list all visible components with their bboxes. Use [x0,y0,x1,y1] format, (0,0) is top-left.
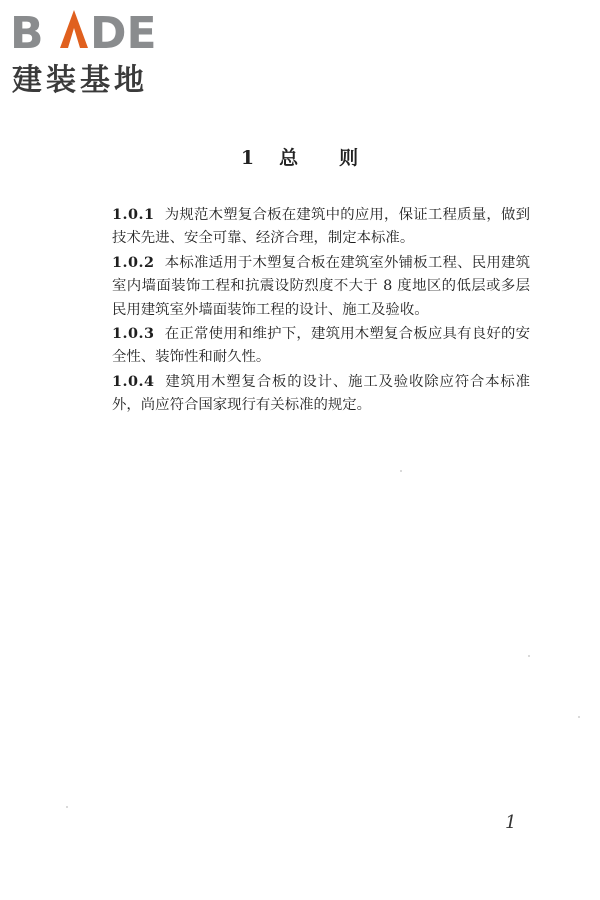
svg-text:DE: DE [90,8,157,59]
clause-text: 建筑用木塑复合板的设计、施工及验收除应符合本标准外，尚应符合国家现行有关标准的规定。 [112,373,530,414]
clause-number: 1.0.4 [112,372,155,390]
clause-1-0-3 [112,322,530,370]
clause-number: 1.0.2 [112,253,155,271]
clause-number: 1.0.3 [112,325,155,343]
chapter-heading [0,143,600,170]
chapter-title-part2: 则 [339,147,360,169]
clause-list [112,203,530,418]
scan-speck [578,716,580,718]
chapter-number: 1 [240,147,256,169]
clause-1-0-1 [112,203,530,251]
clause-number: 1.0.1 [112,206,155,223]
scan-speck [66,806,68,808]
page-number: 1 [505,812,517,833]
bade-logo [8,6,178,96]
logo-graphic [8,6,178,96]
logo-a-mark [60,10,88,48]
scan-speck [528,655,530,657]
svg-text:建装基地: 建装基地 [12,63,148,96]
svg-text:B: B [10,8,44,59]
clause-text: 为规范木塑复合板在建筑中的应用，保证工程质量，做到技术先进、安全可靠、经济合理，制定本标准。 [112,207,530,247]
clause-text: 在正常使用和维护下，建筑用木塑复合板应具有良好的安全性、装饰性和耐久性。 [112,326,530,366]
clause-1-0-4 [112,370,530,418]
clause-text: 本标准适用于木塑复合板在建筑室外铺板工程、民用建筑室内墙面装饰工程和抗震设防烈度不大于 8 度地区的低层或多层民用建筑室外墙面装饰工程的设计、施工及验收。 [112,254,530,318]
chapter-title-part1: 总 [279,147,300,169]
scan-speck [400,470,402,472]
clause-1-0-2 [112,251,530,322]
